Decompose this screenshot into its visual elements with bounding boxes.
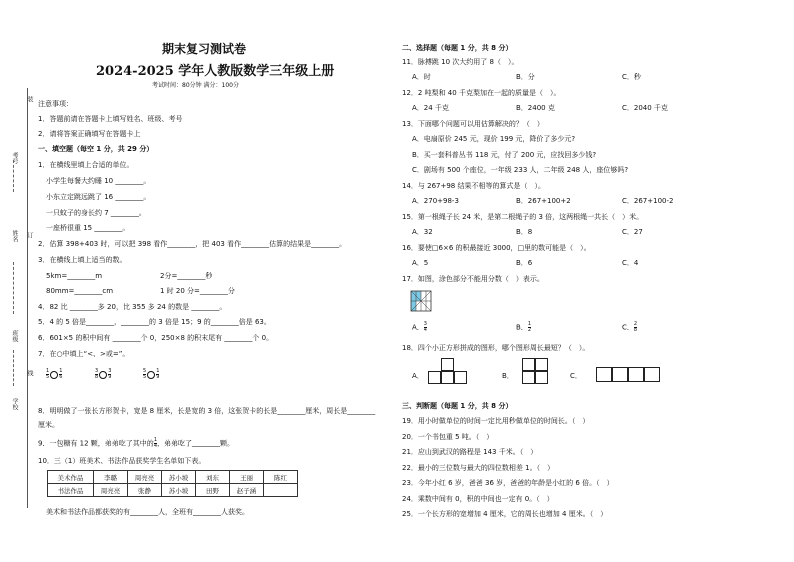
option: B． $\frac{1}{2}$: [516, 321, 531, 333]
option: A．时: [412, 73, 431, 81]
table-row: [48, 484, 298, 497]
q4: 4．82 比 ________多 20，比 355 多 24 的数是 ________。: [38, 303, 227, 311]
option: C．秒: [622, 73, 641, 81]
q3-item: 1 时 20 分=________分: [160, 287, 235, 295]
q7-compare-2: [95, 364, 111, 383]
q23: 23．今年小红 6 岁，爸爸 36 岁，爸爸的年龄是小红的 6 倍。（ ）: [402, 479, 614, 487]
q17-figure: [410, 290, 432, 312]
q1-item: 小学生每餐大约睡 10 ________。: [46, 177, 151, 185]
page-title: 期末复习测试卷: [162, 42, 247, 56]
award-table: [47, 470, 298, 497]
notice-item: 2．请将答案正确填写在答题卡上: [38, 130, 141, 138]
option: B．买一套科普丛书 118 元，付了 200 元，应找回多少钱?: [412, 151, 597, 159]
notice-item: 1．答题前请在答题卡上填写姓名、班级、考号: [38, 115, 183, 123]
square-tile: [428, 371, 441, 384]
fraction: $\frac{2}{8}$: [633, 321, 638, 333]
square-tile: [535, 371, 548, 384]
q14: 14．与 267+98 结果不相等的算式是（ ）。: [402, 182, 545, 190]
margin-label-xian: 线: [26, 370, 33, 376]
square-tile: [535, 358, 548, 371]
fraction: $\frac{1}{9}$: [156, 368, 160, 380]
table-cell: 田野: [196, 484, 230, 497]
q1-item: 一座桥很重 15 ________。: [46, 224, 130, 232]
q16: 16．要使□6×6 的积最接近 3000，□里的数可能是（ ）。: [402, 244, 591, 252]
q7: 7．在○中填上“<、>或=”。: [38, 350, 130, 358]
table-cell: [264, 484, 298, 497]
table-cell: 张静: [128, 484, 162, 497]
q20: 20．一个书包重 5 吨。（ ）: [402, 433, 494, 441]
q3-item: 2分=________秒: [160, 272, 213, 280]
option: B．267+100+2: [516, 197, 571, 205]
option: C．267+100-2: [622, 197, 674, 205]
fraction: $\frac{3}{8}$: [95, 368, 99, 380]
q25: 25．一个长方形的宽增加 4 厘米，它的周长也增加 4 厘米。（ ）: [402, 510, 608, 518]
square-tile: [454, 371, 467, 384]
q24: 24．乘数中间有 0，积的中间也一定有 0。（ ）: [402, 495, 554, 503]
option: B．8: [516, 228, 533, 236]
option: A．270+98-3: [412, 197, 459, 205]
option: C．2040 千克: [622, 104, 668, 112]
option: C． $\frac{2}{8}$: [622, 321, 638, 333]
option: B．6: [516, 259, 533, 267]
option: B．2400 克: [516, 104, 555, 112]
q19: 19．用小时做单位的时间一定比用秒做单位的时间长。（ ）: [402, 417, 590, 425]
q1: 1．在横线里填上合适的单位。: [38, 161, 134, 169]
fraction: $\frac{1}{6}$: [59, 368, 63, 380]
table-cell: 周亮亮: [94, 484, 128, 497]
table-cell: 书法作品: [48, 484, 94, 497]
table-cell: 李璐: [94, 471, 128, 484]
q21: 21．应山到武汉的路程是 143 千米。（ ）: [402, 448, 538, 456]
square-tile: [612, 367, 628, 382]
square-tile: [441, 358, 454, 371]
margin-fill-line: [13, 350, 14, 386]
option: C．27: [622, 228, 643, 236]
q3: 3．在横线上填上适当的数。: [38, 256, 127, 264]
q13: 13．下面哪个问题可以用估算解决的？（ ）: [402, 120, 544, 128]
q8: 8．明明做了一张长方形贺卡，宽是 8 厘米，长是宽的 3 倍，这张贺卡的长是________厘米，周长是________厘米。: [38, 407, 376, 429]
q18: 18．四个小正方形拼成的图形，哪个图形周长最短？（ ）。: [402, 344, 590, 352]
fraction: $\frac{3}{9}$: [108, 368, 112, 380]
margin-label-name: 姓名: [11, 230, 18, 242]
option: A． $\frac{3}{4}$: [412, 321, 427, 333]
option: A．: [412, 372, 424, 380]
table-cell: 周亮亮: [128, 471, 162, 484]
q10-tail: 美术和书法作品都获奖的有________人，全班有________人获奖。: [46, 508, 249, 516]
q15: 15．第一根绳子长 24 米，是第二根绳子的 3 倍，这两根绳一共长（ ）米。: [402, 213, 644, 221]
margin-label-school: 学校: [11, 398, 18, 410]
exam-meta: 考试时间：80分钟 满分：100分: [152, 82, 239, 89]
q3-item: 5km=________m: [46, 272, 103, 280]
table-cell: 陈红: [264, 471, 298, 484]
margin-label-class: 班级: [11, 330, 18, 342]
binding-line: [27, 88, 28, 508]
square-tile: [628, 367, 644, 382]
table-cell: 赵子涵: [230, 484, 264, 497]
table-cell: 王丽: [230, 471, 264, 484]
notice-heading: 注意事项：: [38, 100, 73, 108]
q1-item: 小东立定跳远跳了 16 ________。: [46, 193, 151, 201]
square-tile: [441, 371, 454, 384]
margin-label-zhuang: 装: [26, 96, 33, 102]
section1-heading: 一、填空题（每空 1 分，共 29 分）: [38, 145, 154, 153]
q2: 2．估算 398+403 时，可以把 398 看作________，把 403 看作________估算的结果是________。: [38, 240, 347, 248]
compare-circle[interactable]: [50, 371, 58, 379]
table-cell: 美术作品: [48, 471, 94, 484]
option: A．电扇原价 245 元，现价 199 元，降价了多少元?: [412, 135, 576, 143]
q10: 10．三（1）班美术、书法作品获奖学生名单如下表。: [38, 457, 206, 465]
table-cell: 苏小坡: [162, 471, 196, 484]
fraction: $\frac{1}{4}$: [153, 437, 157, 449]
square-tile: [522, 371, 535, 384]
square-tile: [596, 367, 612, 382]
q6: 6．601×5 的积中间有 ________个 0，250×8 的积末尾有 ________个 0。: [38, 334, 274, 342]
option: C．4: [622, 259, 639, 267]
option: A．24 千克: [412, 104, 449, 112]
q1-item: 一只蚊子的身长约 7 ________。: [46, 209, 146, 217]
option: A．32: [412, 228, 433, 236]
page-subtitle: 2024-2025 学年人教版数学三年级上册: [96, 64, 335, 79]
option: B．: [502, 372, 514, 380]
fraction: $\frac{3}{4}$: [423, 321, 427, 333]
q12: 12．2 吨梨和 40 千克梨加在一起的质量是（ ）。: [402, 89, 561, 97]
q17: 17．如图，涂色部分不能用分数（ ）表示。: [402, 275, 544, 283]
square-tile: [644, 367, 660, 382]
square-tile: [522, 358, 535, 371]
option: C．: [570, 372, 582, 380]
option: B．分: [516, 73, 535, 81]
fraction: $\frac{5}{5}$: [143, 368, 147, 380]
compare-circle[interactable]: [147, 371, 155, 379]
shaded-cell: [416, 291, 421, 301]
fraction: $\frac{1}{5}$: [46, 368, 50, 380]
table-cell: 苏小坡: [162, 484, 196, 497]
margin-fill-line: [13, 262, 14, 314]
option: C．剧场有 500 个座位，一年级 233 人，二年级 248 人，座位够吗?: [412, 166, 629, 174]
q11: 11．脉搏跳 10 次大约用了 8（ ）。: [402, 58, 519, 66]
table-row: [48, 471, 298, 484]
q3-item: 80mm=________cm: [46, 287, 114, 295]
margin-label-ding: 订: [26, 232, 33, 238]
margin-label-id: 考号: [11, 152, 18, 164]
q22: 22．最小的三位数与最大的四位数相差 1。（ ）: [402, 464, 555, 472]
table-cell: 刘东: [196, 471, 230, 484]
option: A．5: [412, 259, 429, 267]
section3-heading: 三、判断题（每题 1 分，共 8 分）: [402, 402, 513, 410]
margin-fill-line: [13, 160, 14, 192]
q7-compare-1: [46, 364, 62, 383]
q7-compare-3: [143, 364, 159, 383]
q9: 9．一包糖有 12 颗，弟弟吃了其中的 $\frac{1}{4}$ ，弟弟吃了________颗。: [38, 437, 234, 449]
compare-circle[interactable]: [99, 371, 107, 379]
section2-heading: 二、选择题（每题 1 分，共 8 分）: [402, 44, 513, 52]
fraction: $\frac{1}{2}$: [527, 321, 531, 333]
q5: 5．4 的 5 倍是________，________的 3 倍是 15；9 的________倍是 63。: [38, 318, 271, 326]
